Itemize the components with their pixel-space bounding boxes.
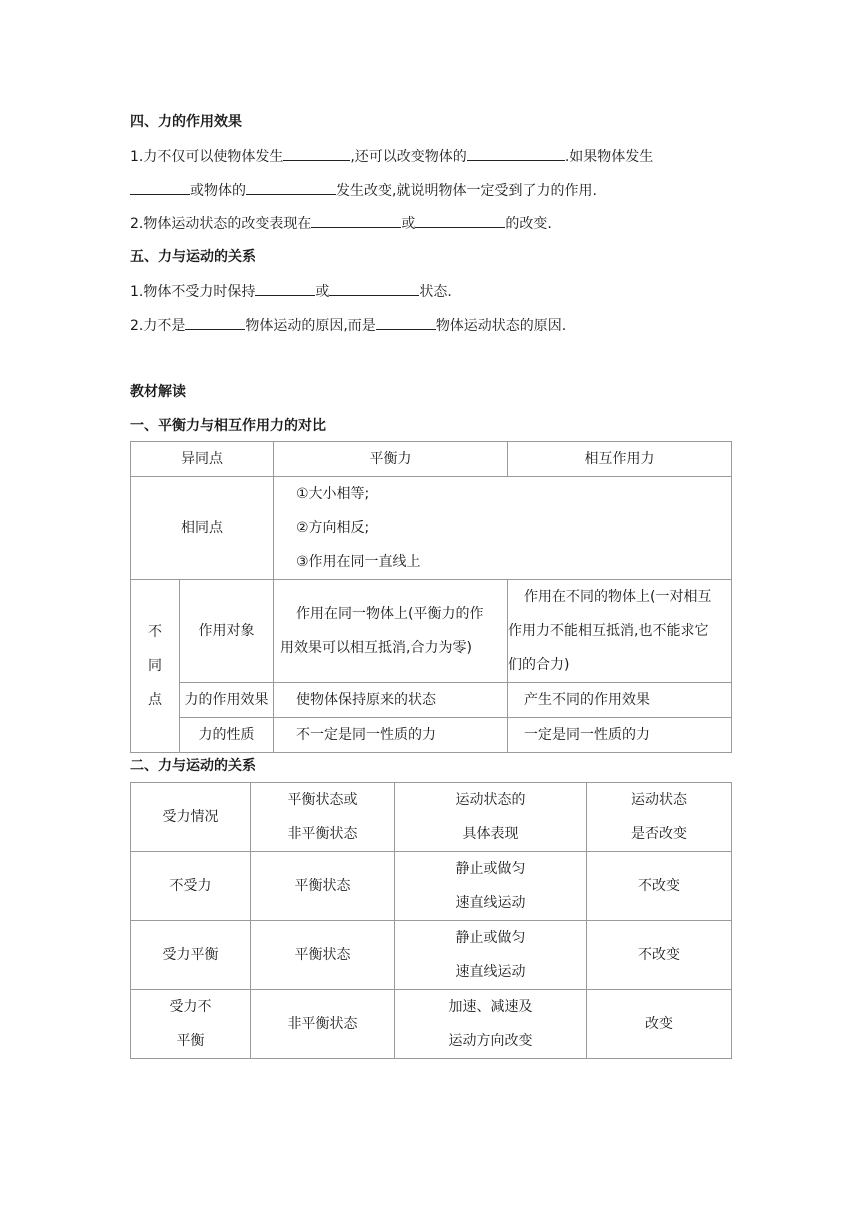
row-label: 力的作用效果 bbox=[180, 683, 274, 718]
text-fragment: 或 bbox=[315, 284, 330, 300]
table-cell bbox=[508, 580, 732, 683]
fill-blank[interactable] bbox=[376, 315, 436, 330]
fill-blank[interactable] bbox=[283, 146, 350, 161]
comparison-table bbox=[130, 441, 732, 753]
table-cell bbox=[587, 990, 732, 1059]
table-header-cell bbox=[395, 783, 587, 852]
same-point-item: ③作用在同一直线上 bbox=[296, 554, 421, 570]
text-fragment: ,还可以改变物体的 bbox=[350, 149, 467, 165]
paragraph-effects-1 bbox=[130, 146, 653, 167]
paragraph-effects-2 bbox=[130, 213, 552, 234]
table-cell bbox=[131, 921, 251, 990]
table-cell bbox=[587, 921, 732, 990]
text-fragment: 状态. bbox=[419, 284, 452, 300]
same-point-item: ②方向相反; bbox=[296, 520, 370, 536]
cell-line: 不改变 bbox=[638, 947, 680, 963]
fill-blank[interactable] bbox=[130, 180, 190, 195]
text-fragment: 或 bbox=[401, 216, 416, 232]
table-cell bbox=[131, 852, 251, 921]
row-label-same: 相同点 bbox=[131, 477, 274, 580]
fill-blank[interactable] bbox=[329, 281, 419, 296]
paragraph-motion-1 bbox=[130, 281, 452, 302]
fill-blank[interactable] bbox=[311, 213, 401, 228]
cell-line: 不改变 bbox=[638, 878, 680, 894]
cell-line: 平衡状态或 bbox=[287, 792, 358, 808]
table-cell bbox=[251, 852, 395, 921]
table-header-cell bbox=[251, 783, 395, 852]
paragraph-effects-1-cont bbox=[130, 180, 597, 201]
cell-line: 作用力不能相互抵消,也不能求它 bbox=[508, 623, 709, 639]
table-cell bbox=[131, 990, 251, 1059]
text-fragment: 1.物体不受力时保持 bbox=[130, 284, 256, 300]
fill-blank[interactable] bbox=[255, 281, 315, 296]
cell-line: 速直线运动 bbox=[455, 964, 526, 980]
table-header-cell: 异同点 bbox=[131, 442, 274, 477]
table-cell bbox=[274, 580, 508, 683]
cell-line: 受力不 bbox=[169, 999, 212, 1015]
fill-blank[interactable] bbox=[415, 213, 505, 228]
table-header-cell bbox=[587, 783, 732, 852]
cell-line: 用效果可以相互抵消,合力为零) bbox=[280, 640, 472, 656]
cell-line: 静止或做匀 bbox=[455, 861, 526, 877]
section-heading-interpretation: 教材解读 bbox=[130, 384, 186, 400]
text-fragment: 或物体的 bbox=[190, 183, 246, 199]
table-cell: 一定是同一性质的力 bbox=[508, 718, 732, 753]
section-heading-force-motion: 五、力与运动的关系 bbox=[130, 249, 256, 265]
cell-line: 不受力 bbox=[169, 878, 212, 894]
table-cell bbox=[587, 852, 732, 921]
cell-line: 速直线运动 bbox=[455, 895, 526, 911]
cell-line: 是否改变 bbox=[631, 826, 687, 842]
table-header-cell: 平衡力 bbox=[274, 442, 508, 477]
cell-line: 静止或做匀 bbox=[455, 930, 526, 946]
text-fragment: 2.物体运动状态的改变表现在 bbox=[130, 216, 312, 232]
cell-line: 平衡 bbox=[176, 1033, 205, 1049]
row-label: 作用对象 bbox=[180, 580, 274, 683]
text-fragment: 物体运动的原因,而是 bbox=[245, 318, 376, 334]
text-fragment: 1.力不仅可以使物体发生 bbox=[130, 149, 284, 165]
cell-line: 改变 bbox=[645, 1016, 673, 1032]
cell-line: 非平衡状态 bbox=[287, 1016, 358, 1032]
cell-line: 运动状态的 bbox=[455, 792, 526, 808]
table-cell bbox=[395, 990, 587, 1059]
same-points-cell bbox=[274, 477, 732, 580]
fill-blank[interactable] bbox=[246, 180, 336, 195]
paragraph-motion-2 bbox=[130, 315, 566, 336]
row-label: 力的性质 bbox=[180, 718, 274, 753]
table-cell bbox=[395, 852, 587, 921]
subheading-comparison: 一、平衡力与相互作用力的对比 bbox=[130, 418, 326, 434]
table-cell: 不一定是同一性质的力 bbox=[274, 718, 508, 753]
table-cell: 产生不同的作用效果 bbox=[508, 683, 732, 718]
force-motion-table bbox=[130, 782, 732, 1059]
cell-line: 受力平衡 bbox=[162, 947, 219, 963]
row-label-different bbox=[131, 580, 180, 753]
same-point-item: ①大小相等; bbox=[296, 486, 370, 502]
table-cell bbox=[251, 921, 395, 990]
table-header-cell: 相互作用力 bbox=[508, 442, 732, 477]
diff-label-char: 点 bbox=[148, 692, 162, 708]
cell-line: 平衡状态 bbox=[294, 878, 351, 894]
section-heading-effects: 四、力的作用效果 bbox=[130, 114, 242, 130]
cell-line: 具体表现 bbox=[462, 826, 519, 842]
fill-blank[interactable] bbox=[185, 315, 245, 330]
cell-line: 加速、减速及 bbox=[448, 999, 533, 1015]
fill-blank[interactable] bbox=[467, 146, 565, 161]
table-cell bbox=[395, 921, 587, 990]
text-fragment: 的改变. bbox=[505, 216, 552, 232]
cell-line: 作用在不同的物体上(一对相互 bbox=[524, 589, 712, 605]
cell-line: 运动状态 bbox=[631, 792, 687, 808]
cell-line: 运动方向改变 bbox=[448, 1033, 533, 1049]
text-fragment: 2.力不是 bbox=[130, 318, 186, 334]
table-header-cell bbox=[131, 783, 251, 852]
cell-line: 平衡状态 bbox=[294, 947, 351, 963]
cell-line: 作用在同一物体上(平衡力的作 bbox=[296, 606, 484, 622]
subheading-force-motion: 二、力与运动的关系 bbox=[130, 758, 256, 774]
table-cell: 使物体保持原来的状态 bbox=[274, 683, 508, 718]
diff-label-char: 同 bbox=[148, 658, 162, 674]
cell-line: 们的合力) bbox=[508, 657, 570, 673]
cell-line: 受力情况 bbox=[162, 809, 219, 825]
text-fragment: .如果物体发生 bbox=[564, 149, 654, 165]
text-fragment: 发生改变,就说明物体一定受到了力的作用. bbox=[336, 183, 597, 199]
table-cell bbox=[251, 990, 395, 1059]
text-fragment: 物体运动状态的原因. bbox=[435, 318, 567, 334]
diff-label-char: 不 bbox=[148, 624, 162, 640]
cell-line: 非平衡状态 bbox=[287, 826, 358, 842]
